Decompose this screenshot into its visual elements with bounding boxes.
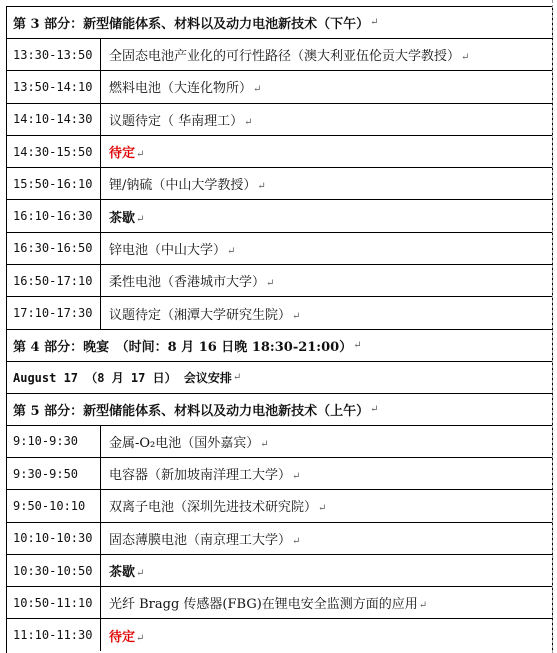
paragraph-mark: ↵: [136, 213, 145, 225]
session-topic: [101, 464, 300, 483]
time-slot: 17:10-17:30: [7, 297, 101, 328]
table-row: [6, 457, 553, 489]
time-slot: 10:30-10:50: [7, 555, 101, 586]
session-topic: [101, 626, 144, 645]
session-topic: [101, 561, 144, 580]
session-topic-text: 柔性电池（香港城市大学）: [109, 275, 266, 291]
paragraph-mark: ↵: [227, 245, 236, 257]
session-topic: [101, 271, 274, 290]
section-title: 第 5 部分：新型储能体系、材料以及动力电池新技术（上午）: [13, 403, 370, 419]
table-continuation: [6, 646, 553, 653]
session-topic: [101, 174, 266, 193]
page-edge: [552, 0, 557, 653]
table-row: [6, 296, 553, 328]
section-header: [6, 393, 553, 425]
table-row: [6, 264, 553, 296]
time-slot: 16:10-16:30: [7, 200, 101, 231]
session-topic-text: 双离子电池（深圳先进技术研究院）: [109, 500, 318, 516]
time-slot: 13:50-14:10: [7, 71, 101, 102]
section-header: [6, 6, 553, 38]
table-row: [6, 70, 553, 102]
agenda-table: [6, 6, 553, 651]
paragraph-mark: ↵: [260, 438, 269, 450]
table-row: [6, 38, 553, 70]
paragraph-mark: ↵: [253, 84, 262, 96]
session-topic-text: 全固态电池产业化的可行性路径（澳大利亚伍伦贡大学教授）: [109, 49, 461, 65]
session-topic-text: 燃料电池（大连化物所）: [109, 81, 253, 97]
session-topic: [101, 45, 469, 64]
session-topic-text: 锂/钠硫（中山大学教授）: [109, 178, 257, 194]
paragraph-mark: ↵: [292, 535, 301, 547]
session-topic-text: 光纤 Bragg 传感器(FBG)在锂电安全监测方面的应用: [109, 597, 418, 613]
time-slot: 16:50-17:10: [7, 265, 101, 296]
paragraph-mark: ↵: [370, 17, 379, 28]
table-row: [6, 586, 553, 618]
paragraph-mark: ↵: [461, 52, 470, 64]
paragraph-mark: ↵: [370, 403, 379, 415]
session-topic: [101, 593, 427, 612]
table-row: [6, 103, 553, 135]
time-slot: 14:10-14:30: [7, 104, 101, 135]
table-row: [6, 135, 553, 167]
session-topic-text: 电容器（新加坡南洋理工大学）: [109, 468, 292, 484]
time-slot: 9:10-9:30: [7, 426, 101, 457]
paragraph-mark: ↵: [318, 503, 327, 515]
table-row: [6, 199, 553, 231]
time-slot: 10:10-10:30: [7, 523, 101, 554]
session-topic: [101, 432, 269, 451]
session-topic-text: 金属-O₂电池（国外嘉宾）: [109, 435, 260, 451]
paragraph-mark: ↵: [136, 149, 145, 161]
session-topic-text: 待定: [109, 629, 136, 645]
table-row: [6, 167, 553, 199]
time-slot: 9:30-9:50: [7, 458, 101, 489]
time-slot: 15:50-16:10: [7, 168, 101, 199]
section-header: [6, 329, 553, 361]
paragraph-mark: ↵: [292, 310, 301, 322]
time-slot: 10:50-11:10: [7, 587, 101, 618]
session-topic-text: 议题待定（湘潭大学研究生院）: [109, 307, 292, 323]
table-row: [6, 522, 553, 554]
paragraph-mark: ↵: [266, 278, 275, 290]
table-row: [6, 232, 553, 264]
session-topic: [101, 207, 144, 226]
time-slot: 13:30-13:50: [7, 39, 101, 70]
session-topic-text: 固态薄膜电池（南京理工大学）: [109, 532, 292, 548]
paragraph-mark: ↵: [232, 371, 242, 383]
paragraph-mark: ↵: [136, 568, 145, 579]
section-title: August 17 （8 月 17 日） 会议安排: [13, 370, 232, 385]
section-title: 第 4 部分：晚宴 （时间：8 月 16 日晚 18:30-21:00）: [13, 339, 353, 355]
session-topic: [101, 529, 300, 548]
table-row: [6, 425, 553, 457]
session-topic: [101, 77, 261, 96]
time-slot: 11:10-11:30: [7, 619, 101, 650]
section-header: [6, 361, 553, 393]
paragraph-mark: ↵: [292, 471, 301, 483]
time-slot: 16:30-16:50: [7, 233, 101, 264]
session-topic-text: 待定: [109, 146, 136, 162]
table-row: [6, 489, 553, 521]
paragraph-mark: ↵: [257, 181, 266, 193]
session-topic-text: 茶歇: [109, 565, 136, 580]
session-topic-text: 锌电池（中山大学）: [109, 242, 227, 258]
session-topic: [101, 496, 326, 515]
paragraph-mark: ↵: [244, 116, 253, 128]
session-topic: [101, 239, 235, 258]
section-title: 第 3 部分：新型储能体系、材料以及动力电池新技术（下午）: [13, 17, 370, 32]
paragraph-mark: ↵: [136, 632, 145, 644]
session-topic-text: 议题待定（ 华南理工）: [109, 113, 244, 129]
session-topic: [101, 142, 144, 161]
session-topic-text: 茶歇: [109, 210, 136, 226]
session-topic: [101, 304, 300, 323]
paragraph-mark: ↵: [418, 600, 428, 612]
paragraph-mark: ↵: [353, 339, 362, 351]
session-topic: [101, 110, 253, 129]
time-slot: 14:30-15:50: [7, 136, 101, 167]
table-row: [6, 554, 553, 586]
time-slot: 9:50-10:10: [7, 490, 101, 521]
